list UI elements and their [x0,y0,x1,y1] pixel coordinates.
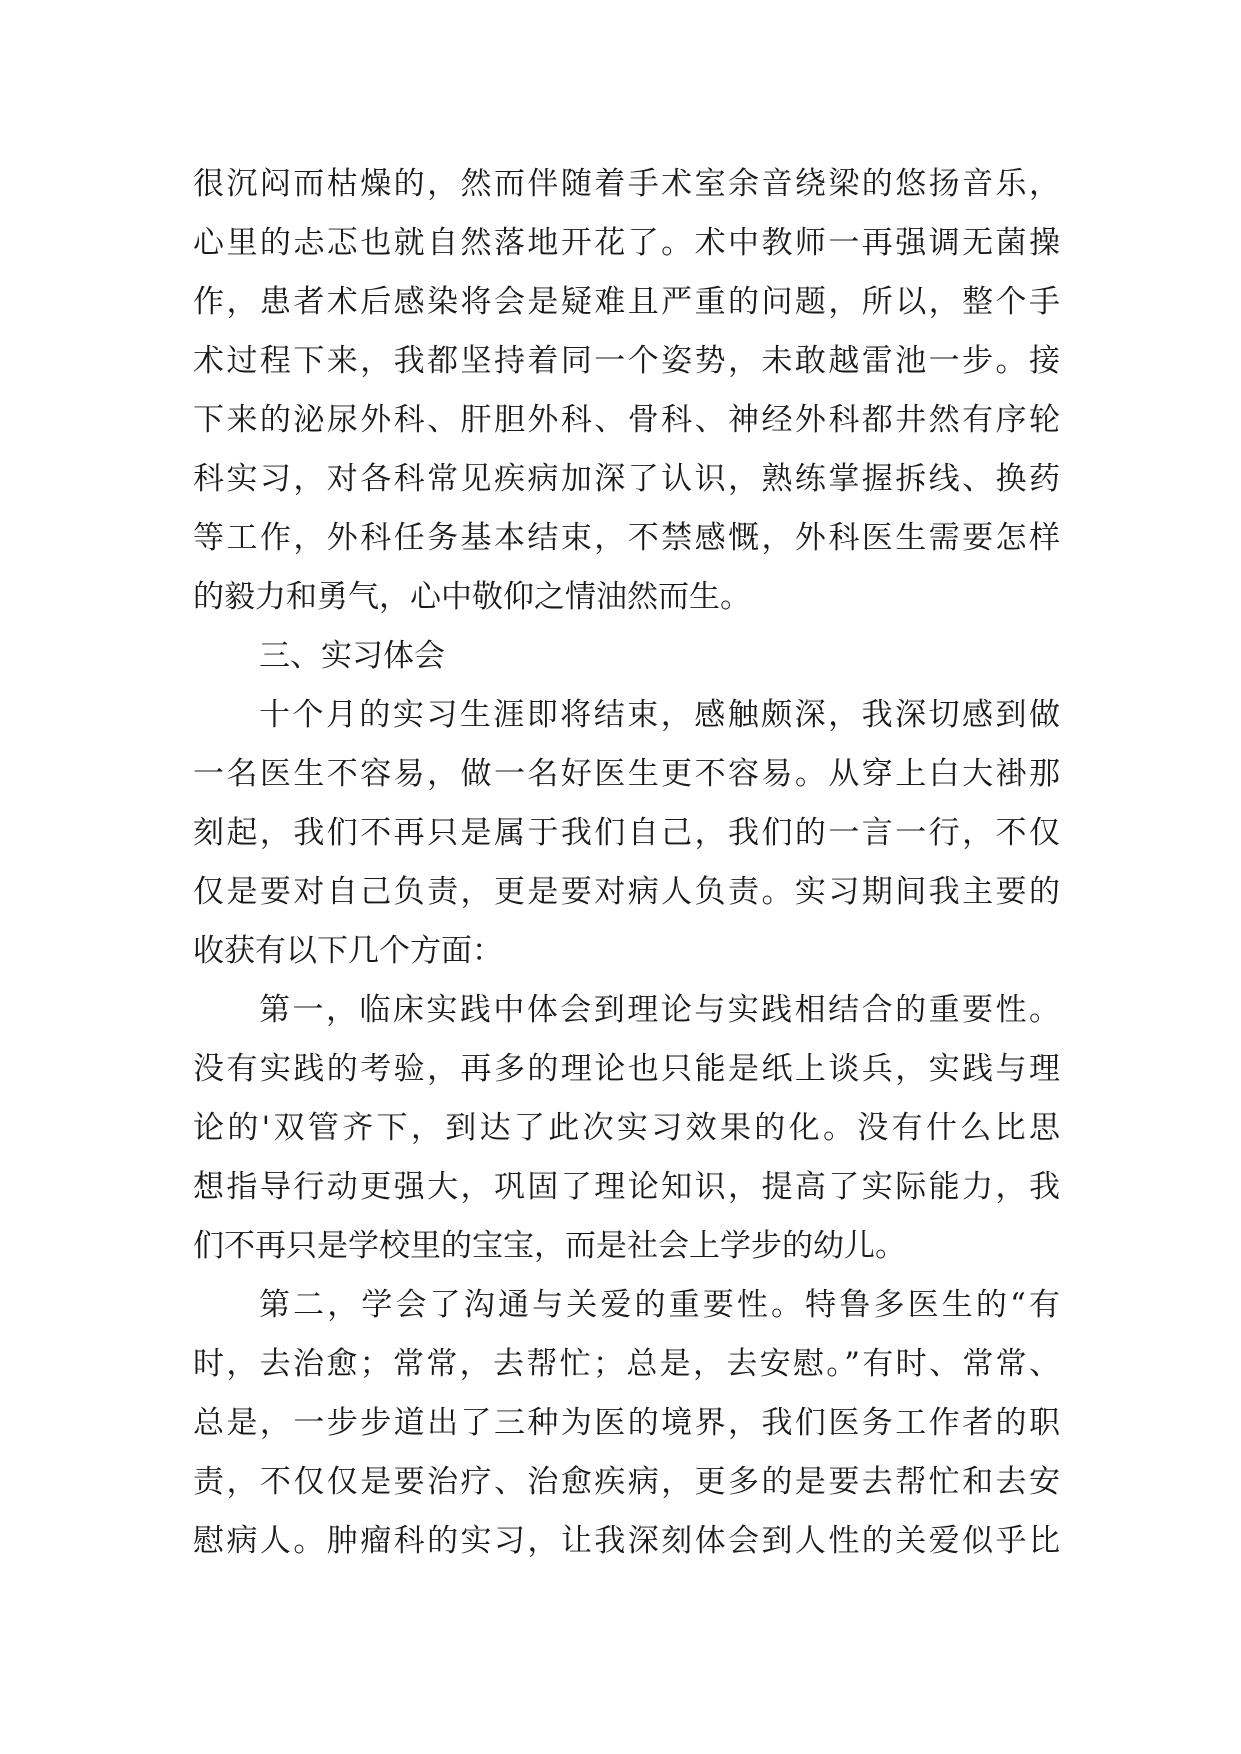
text-line: 第二，学会了沟通与关爱的重要性。特鲁多医生的“有 [259,1287,1060,1323]
text-line: 心里的忐忑也就自然落地开花了。术中教师一再强调无菌操 [193,225,1060,261]
text-line: 刻起，我们不再只是属于我们自己，我们的一言一行，不仅 [193,815,1060,851]
text-line: 们不再只是学校里的宝宝，而是社会上学步的幼儿。 [193,1228,906,1264]
text-line: 责，不仅仅是要治疗、治愈疾病，更多的是要去帮忙和去安 [193,1464,1060,1500]
text-line: 下来的泌尿外科、肝胆外科、骨科、神经外科都井然有序轮 [193,402,1060,438]
text-line: 术过程下来，我都坚持着同一个姿势，未敢越雷池一步。接 [193,343,1060,379]
text-line: 十个月的实习生涯即将结束，感触颇深，我深切感到做 [259,697,1060,733]
text-line: 作，患者术后感染将会是疑难且严重的问题，所以，整个手 [193,284,1060,320]
section-heading: 三、实习体会 [259,638,445,674]
text-line: 科实习，对各科常见疾病加深了认识，熟练掌握拆线、换药 [193,461,1060,497]
text-line: 很沉闷而枯燥的，然而伴随着手术室余音绕梁的悠扬音乐， [193,166,1060,202]
text-line: 的毅力和勇气，心中敬仰之情油然而生。 [193,579,751,615]
text-line: 收获有以下几个方面： [193,933,503,969]
text-line: 仅是要对自己负责，更是要对病人负责。实习期间我主要的 [193,874,1060,910]
text-line: 没有实践的考验，再多的理论也只能是纸上谈兵，实践与理 [193,1051,1060,1087]
text-line: 慰病人。肿瘤科的实习，让我深刻体会到人性的关爱似乎比 [193,1523,1060,1559]
text-line: 论的'双管齐下，到达了此次实习效果的化。没有什么比思 [193,1110,1060,1146]
text-line: 总是，一步步道出了三种为医的境界，我们医务工作者的职 [193,1405,1060,1441]
text-line: 时，去治愈；常常，去帮忙；总是，去安慰。”有时、常常、 [193,1346,1060,1382]
document-body [193,155,1073,1571]
text-line: 等工作，外科任务基本结束，不禁感慨，外科医生需要怎样 [193,520,1060,556]
text-line: 一名医生不容易，做一名好医生更不容易。从穿上白大褂那 [193,756,1060,792]
text-line: 第一，临床实践中体会到理论与实践相结合的重要性。 [259,992,1060,1028]
text-line: 想指导行动更强大，巩固了理论知识，提高了实际能力，我 [193,1169,1060,1205]
